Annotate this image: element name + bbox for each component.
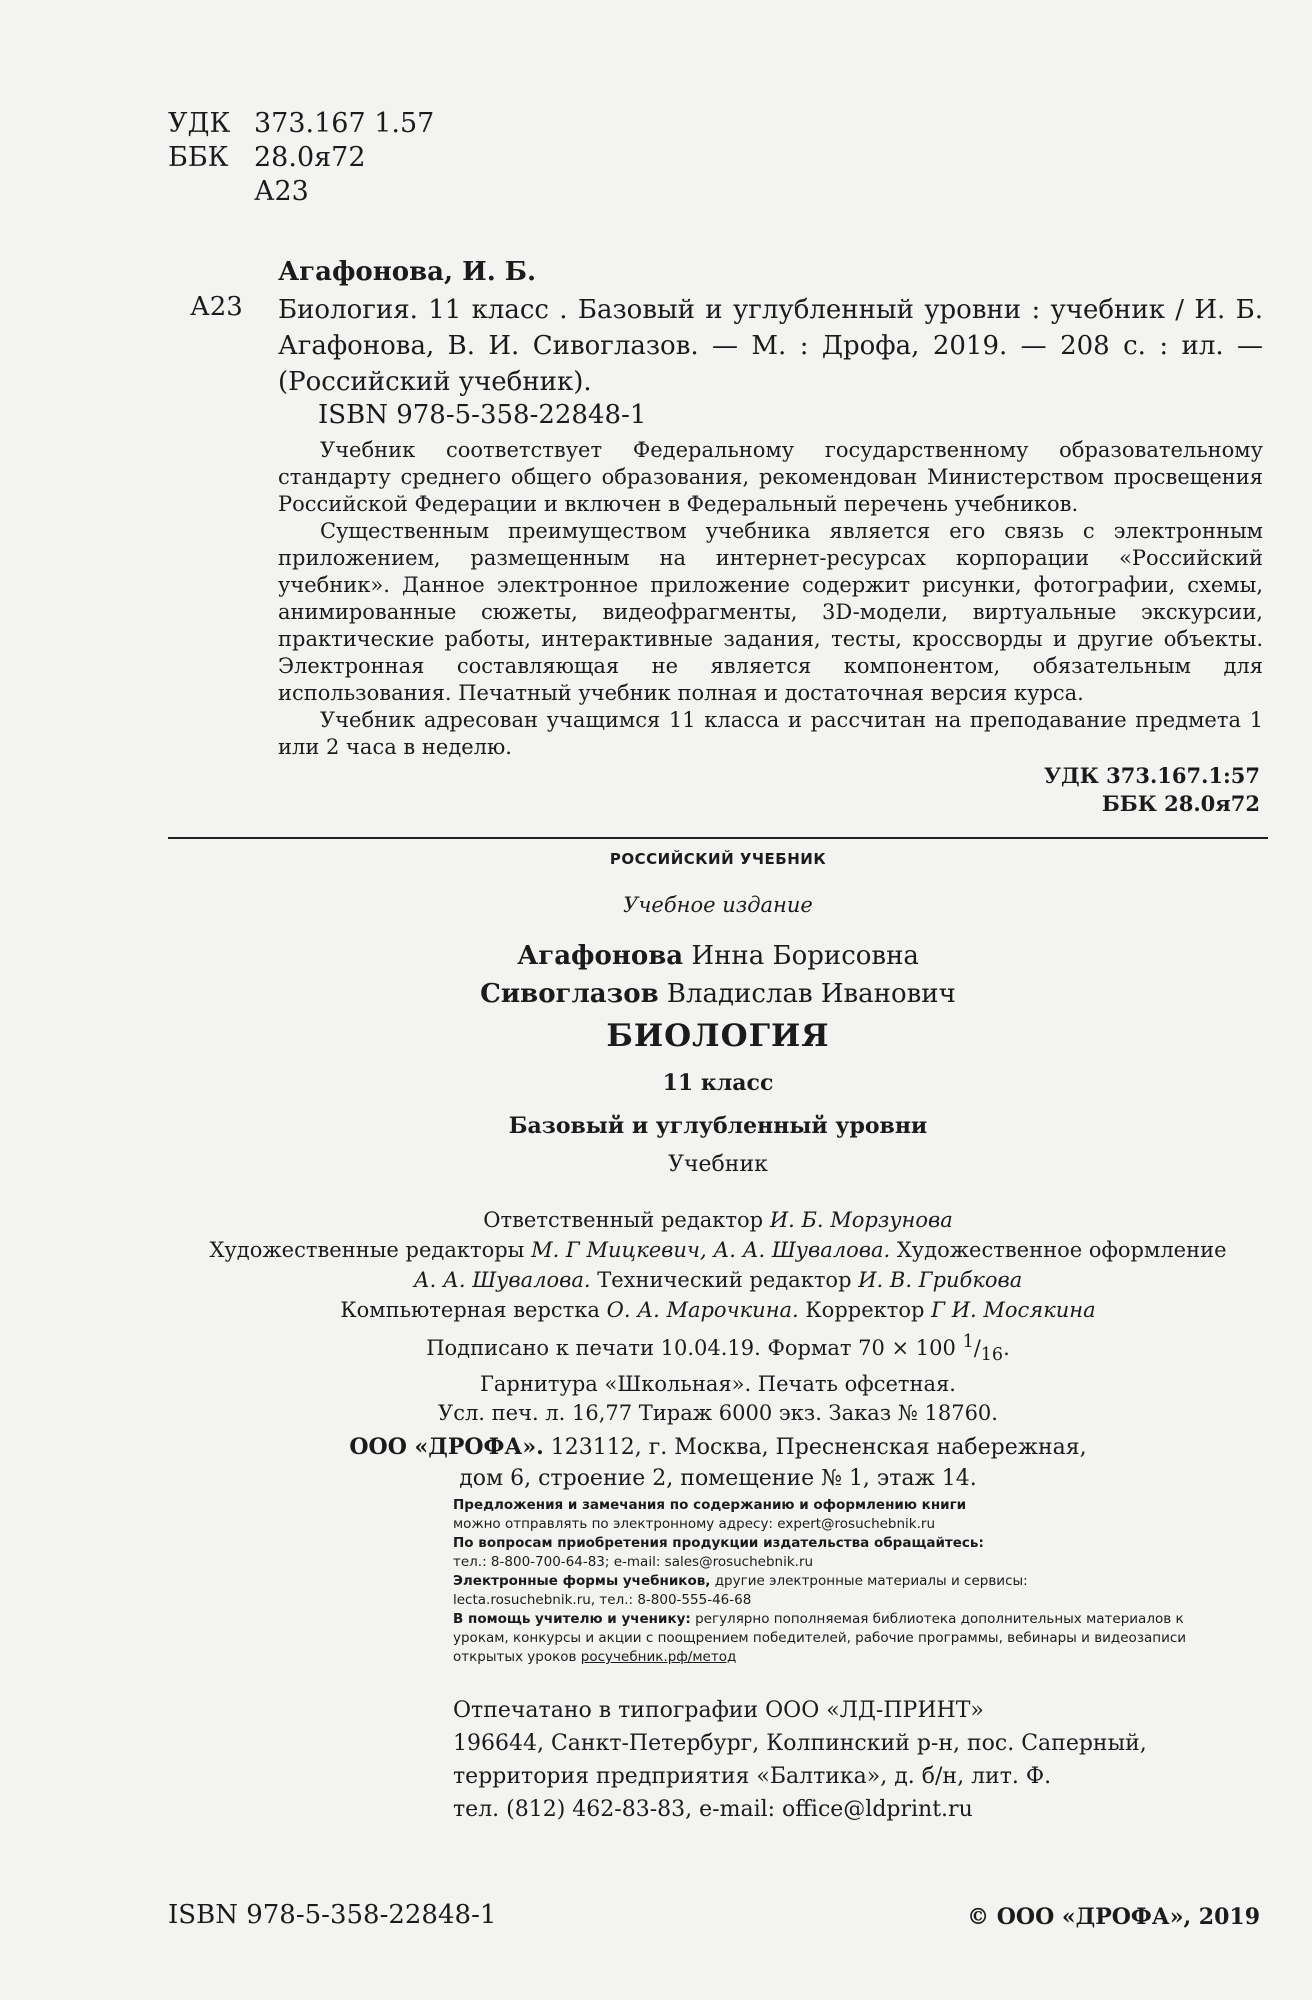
bbk-bottom: ББК 28.0я72 [1101,791,1260,816]
printer-info [453,1694,1147,1826]
credits [168,1205,1268,1325]
contact-heading: По вопросам приобретения продукции издательства обращайтесь: [453,1535,984,1551]
bbk-label: ББК [168,142,229,173]
author-surname: Агафонова [517,941,684,971]
contact-line: тел.: 8-800-700-64-83; e-mail: sales@rosuchebnik.ru [453,1554,814,1570]
contact-heading: Электронные формы учебников, [453,1573,711,1589]
series-name: РОССИЙСКИЙ УЧЕБНИК [609,850,827,868]
udk-label: УДК [168,108,231,139]
credit-person: И. В. Грибкова [858,1268,1023,1292]
printer-line: Отпечатано в типографии ООО «ЛД-ПРИНТ» [453,1698,984,1723]
credit-label: Корректор [805,1298,925,1322]
contact-line: другие электронные материалы и сервисы: [710,1573,1028,1589]
grade: 11 класс [662,1070,774,1096]
copyright: © ООО «ДРОФА», 2019 [967,1904,1260,1930]
authors [168,937,1268,1013]
credit-label: Технический редактор [597,1268,852,1292]
address-line: дом 6, строение 2, помещение № 1, этаж 14. [459,1466,977,1491]
print-info: Подписано к печати 10.04.19. Формат 70 × 100 $^1/_{16}$. Гарнитура «Школьная». Печать офсетная. Усл. печ. л. 16,77 Тираж 6000 экз. Заказ № 18760. [168,1328,1268,1428]
address-line: 123112, г. Москва, Пресненская набережная, [543,1435,1087,1460]
annotation [278,437,1263,761]
divider [168,837,1268,839]
book-title: БИОЛОГИЯ [606,1018,830,1054]
book-kind: Учебник [668,1152,768,1177]
classification-block [168,107,434,209]
publisher-address [168,1432,1268,1494]
credit-person: Г И. Мосякина [931,1298,1096,1322]
edition-type: Учебное издание [623,893,813,917]
author-name: Владислав Иванович [666,979,956,1009]
author-sign: А23 [254,176,309,207]
contact-line: можно отправлять по электронному адресу: expert@rosuchebnik.ru [453,1516,936,1532]
record-citation: Биология. 11 класс . Базовый и углубленный уровни : учебник / И. Б. Агафонова, В. И. Сивоглазов. — М. : Дрофа, 2019. — 208 с. : ил. — (Российский учебник). [278,295,1263,397]
credit-person: И. Б. Морзунова [769,1208,953,1232]
author-name: Инна Борисовна [691,941,919,971]
bbk-value: 28.0я72 [254,142,366,173]
credit-person: А. А. Шувалова. [413,1268,591,1292]
printer-line: территория предприятия «Балтика», д. б/н, лит. Ф. [453,1764,1052,1789]
level: Базовый и углубленный уровни [508,1113,928,1139]
print-run: Усл. печ. л. 16,77 Тираж 6000 экз. Заказ № 18760. [438,1401,998,1426]
annotation-paragraph: Учебник адресован учащимся 11 класса и рассчитан на преподавание предмета 1 или 2 часа в неделю. [278,708,1263,759]
annotation-paragraph: Существенным преимуществом учебника является его связь с электронным приложением, размещенным на интернет-ресурсах корпорации «Российский учебник». Данное электронное приложение содержит рисунки, фотографии, схемы, анимированные сюжеты, видеофрагменты, 3D-модели, виртуальные экскурсии, практические работы, интерактивные задания, тесты, кроссворды и другие объекты. Электронная составляющая не является компонентом, обязательным для использования. Печатный учебник полная и достаточная версия курса. [278,519,1263,705]
credit-label: Художественное оформление [896,1238,1227,1262]
udk-bottom: УДК 373.167.1:57 [1043,763,1260,788]
credit-person: О. А. Марочкина. [606,1298,799,1322]
print-typeface: Гарнитура «Школьная». Печать офсетная. [480,1372,956,1397]
credit-label: Ответственный редактор [483,1208,764,1232]
contacts-block [453,1496,1243,1667]
classification-bottom [1044,762,1260,818]
contact-line: регулярно пополняемая библиотека дополнительных материалов к урокам, конкурсы и акции с поощрением победителей, рабочие программы, вебинары и видеозаписи открытых уроков [453,1611,1187,1665]
format-numerator: 1 [962,1332,974,1352]
footer-isbn: ISBN 978-5-358-22848-1 [168,1900,497,1930]
udk-value: 373.167 1.57 [254,108,435,139]
method-link[interactable]: росучебник.рф/метод [580,1649,737,1665]
print-signed: Подписано к печати 10.04.19. Формат 70 × 100 [426,1336,963,1360]
publisher-name: ООО «ДРОФА». [349,1434,544,1460]
contact-heading: Предложения и замечания по содержанию и оформлению книги [453,1497,967,1513]
contact-heading: В помощь учителю и ученику: [453,1611,691,1627]
record-isbn: ISBN 978-5-358-22848-1 [318,400,647,430]
annotation-paragraph: Учебник соответствует Федеральному государственному образовательному стандарту среднего общего образования, рекомендован Министерством просвещения Российской Федерации и включен в Федеральный перечень учебников. [278,438,1263,516]
credit-label: Компьютерная верстка [340,1298,600,1322]
credit-person: М. Г Мицкевич, А. А. Шувалова. [531,1238,891,1262]
record-author-sign: А23 [190,292,243,322]
credit-label: Художественные редакторы [209,1238,525,1262]
contact-line: lecta.rosuchebnik.ru, тел.: 8-800-555-46-68 [453,1592,752,1608]
author-surname: Сивоглазов [480,979,659,1009]
printer-line: тел. (812) 462-83-83, e-mail: office@ldprint.ru [453,1797,973,1822]
format-denominator: 16 [980,1345,1004,1366]
printer-line: 196644, Санкт-Петербург, Колпинский р-н, пос. Саперный, [453,1731,1147,1756]
record-author: Агафонова, И. Б. [278,257,537,287]
